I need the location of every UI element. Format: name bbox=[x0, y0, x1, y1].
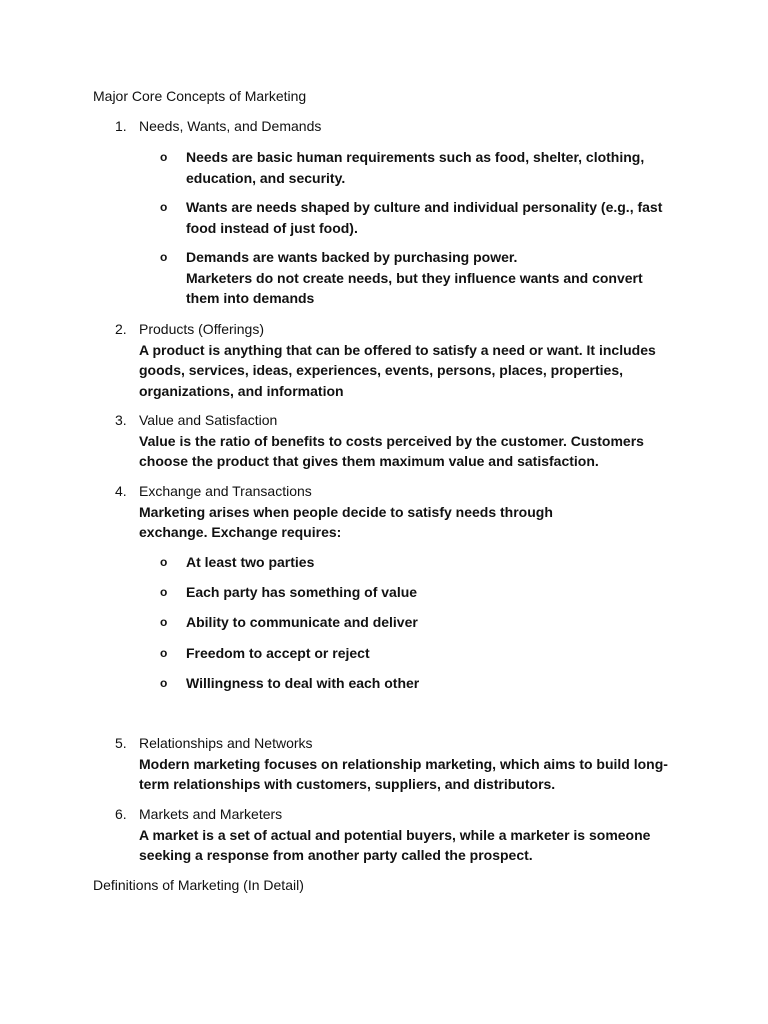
page-title: Major Core Concepts of Marketing bbox=[93, 88, 307, 104]
item-title: Products (Offerings) bbox=[139, 321, 265, 337]
bullet-text: Wants are needs shaped by culture and individual personality (e.g., fast food instead of just food). bbox=[186, 199, 663, 236]
item-description: Marketing arises when people decide to satisfy needs through exchange. Exchange requires: bbox=[139, 503, 553, 540]
bullet-item bbox=[160, 643, 670, 664]
bullet-marker: o bbox=[160, 250, 168, 264]
list-item-6 bbox=[115, 804, 675, 866]
bullet-marker: o bbox=[160, 676, 168, 690]
item-title: Exchange and Transactions bbox=[139, 483, 312, 499]
item-number: 6. bbox=[115, 806, 127, 822]
bullet-item bbox=[160, 197, 670, 238]
bullet-text: Needs are basic human requirements such as food, shelter, clothing, education, and security. bbox=[186, 149, 645, 186]
bullet-text: Demands are wants backed by purchasing power. bbox=[186, 249, 518, 265]
item-number: 2. bbox=[115, 321, 127, 337]
item-description: A market is a set of actual and potential buyers, while a marketer is someone seeking a response from another party called the prospect. bbox=[139, 826, 651, 863]
list-item-5 bbox=[115, 733, 675, 795]
list-item-1 bbox=[115, 116, 675, 137]
item-number: 5. bbox=[115, 735, 127, 751]
list-item-2 bbox=[115, 319, 675, 401]
item-title: Markets and Marketers bbox=[139, 806, 283, 822]
item-description: Modern marketing focuses on relationship marketing, which aims to build long-term relationships with customers, suppliers, and distributors. bbox=[139, 755, 668, 792]
bullet-item bbox=[160, 552, 670, 573]
bullet-marker: o bbox=[160, 555, 168, 569]
bullet-item bbox=[160, 247, 670, 309]
item-number: 3. bbox=[115, 412, 127, 428]
bullet-text: Each party has something of value bbox=[186, 584, 418, 600]
bullet-marker: o bbox=[160, 150, 168, 164]
list-item-4 bbox=[115, 481, 675, 543]
list-item-3 bbox=[115, 410, 675, 472]
bullet-text: Ability to communicate and deliver bbox=[186, 614, 418, 630]
bullet-text: At least two parties bbox=[186, 554, 315, 570]
bullet-text: Willingness to deal with each other bbox=[186, 675, 420, 691]
bullet-item bbox=[160, 582, 670, 603]
bullet-marker: o bbox=[160, 615, 168, 629]
bullet-item bbox=[160, 147, 670, 188]
item-title: Value and Satisfaction bbox=[139, 412, 278, 428]
item-description: A product is anything that can be offered to satisfy a need or want. It includes goods, services, ideas, experiences, events, persons, places, properties, organizations, and information bbox=[139, 341, 656, 399]
bullet-note: Marketers do not create needs, but they influence wants and convert them into demands bbox=[186, 269, 643, 306]
section-heading-definitions: Definitions of Marketing (In Detail) bbox=[93, 877, 304, 893]
item-title: Needs, Wants, and Demands bbox=[139, 118, 322, 134]
bullet-marker: o bbox=[160, 585, 168, 599]
bullet-marker: o bbox=[160, 200, 168, 214]
item-number: 4. bbox=[115, 483, 127, 499]
item-number: 1. bbox=[115, 118, 127, 134]
bullet-marker: o bbox=[160, 646, 168, 660]
bullet-text: Freedom to accept or reject bbox=[186, 645, 370, 661]
bullet-item bbox=[160, 673, 670, 694]
item-description: Value is the ratio of benefits to costs perceived by the customer. Customers choose the product that gives them maximum value and satisfaction. bbox=[139, 432, 644, 469]
item-title: Relationships and Networks bbox=[139, 735, 313, 751]
bullet-item bbox=[160, 612, 670, 633]
